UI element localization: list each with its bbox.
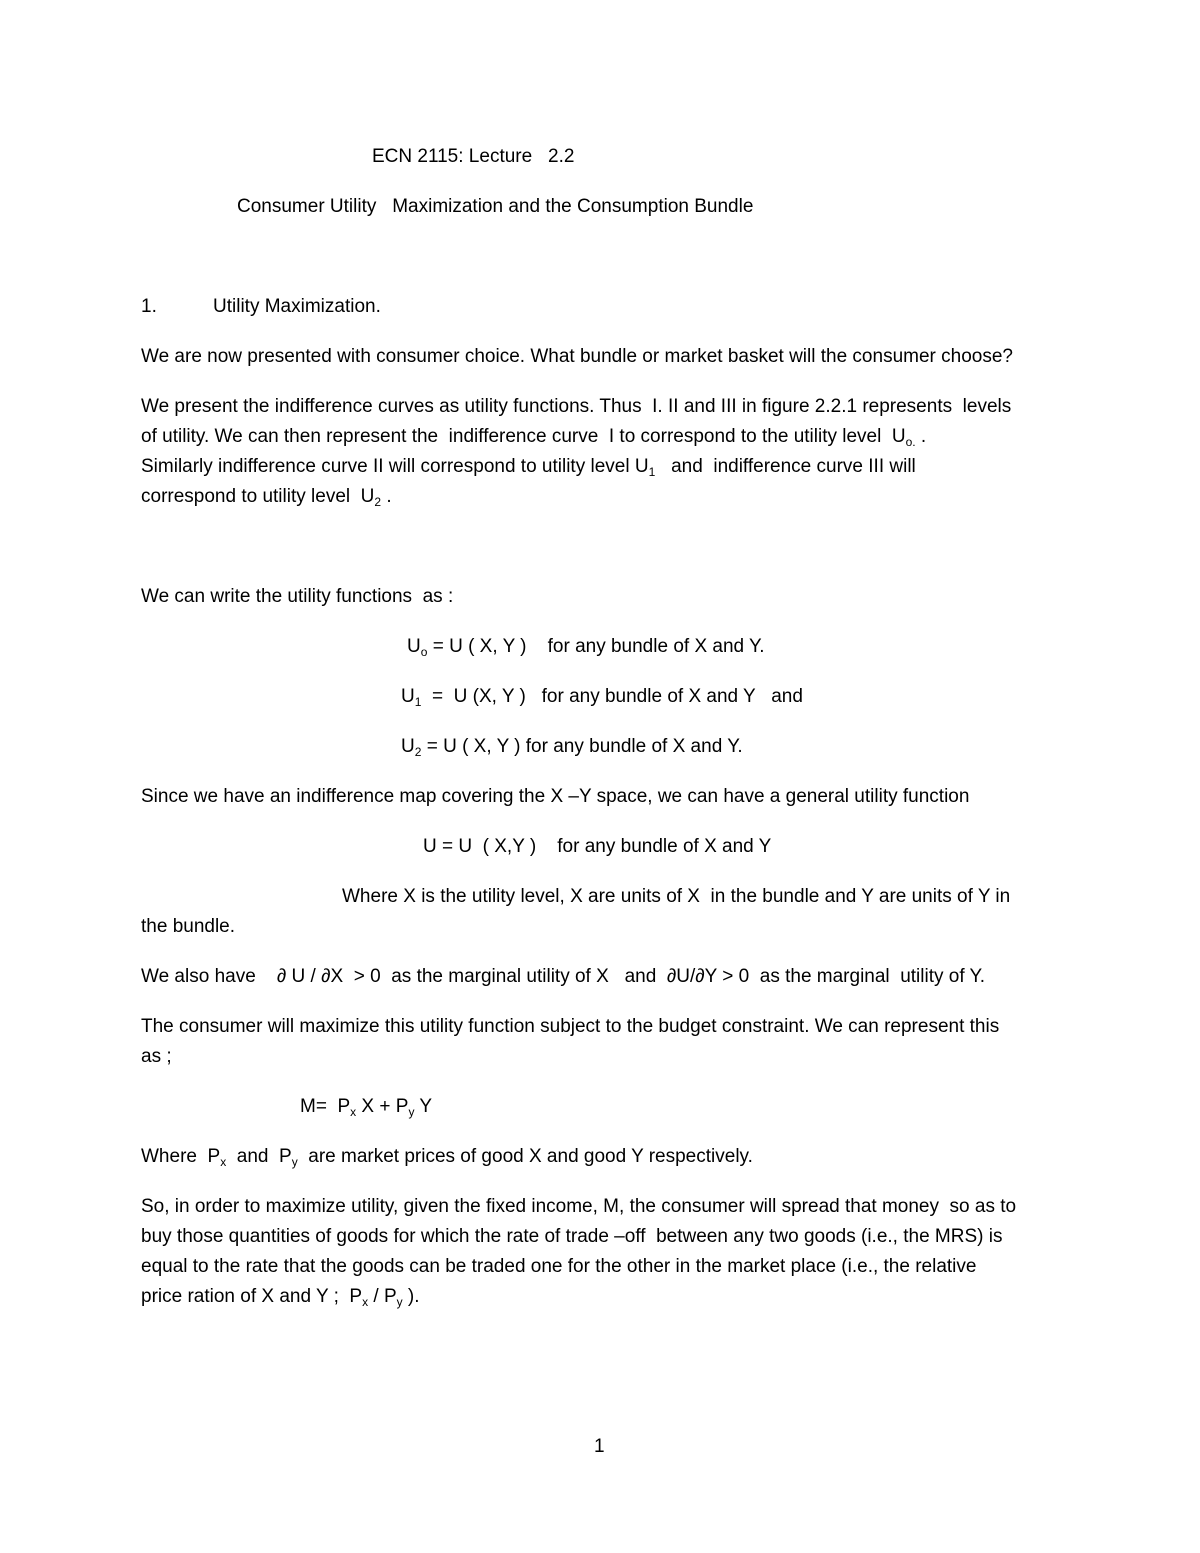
paragraph-consumer-choice: We are now presented with consumer choice. What bundle or market basket will the consumer choose? — [141, 346, 1013, 367]
paragraph-where-x-line-1: Where X is the utility level, X are units of X in the bundle and Y are units of Y in — [342, 886, 1011, 907]
paragraph-marginal-utility: We also have ∂ U / ∂X > 0 as the marginal utility of X and ∂U/∂Y > 0 as the marginal utility of Y. — [141, 966, 986, 987]
paragraph-indifference-line-2: of utility. We can then represent the indifference curve I to correspond to the utility level $U_{o.}$ . — [141, 426, 927, 449]
paragraph-utility-functions-intro: We can write the utility functions as : — [141, 586, 454, 607]
equation-u2: $U_2 = U$ ( X, Y ) for any bundle of X and Y. — [401, 736, 743, 759]
equation-u1: $U_1 = U$ (X, Y ) for any bundle of X and Y and — [401, 686, 803, 709]
equation-budget: $M= P_x$ $X + P_y$ Y — [300, 1096, 433, 1119]
section-number: 1. — [141, 296, 157, 317]
paragraph-indifference-line-3: Similarly indifference curve II will correspond to utility level $U_1$ and indifference curve III will — [141, 456, 916, 479]
page-title: ECN 2115: Lecture 2.2 — [372, 146, 575, 167]
section-heading: Utility Maximization. — [213, 296, 381, 317]
equation-u0: $U_o = U$ ( X, Y ) for any bundle of X and Y. — [407, 636, 765, 659]
paragraph-maximize-line-4: price ration of X and Y ; $P_x / P_y$ ). — [141, 1286, 420, 1309]
paragraph-budget-constraint-line-2: as ; — [141, 1046, 172, 1067]
paragraph-maximize-line-1: So, in order to maximize utility, given the fixed income, M, the consumer will spread that money so as to — [141, 1196, 1017, 1217]
paragraph-where-x-line-2: the bundle. — [141, 916, 236, 937]
page-subtitle: Consumer Utility Maximization and the Consumption Bundle — [237, 196, 754, 217]
paragraph-indifference-map: Since we have an indifference map covering the X –Y space, we can have a general utility function — [141, 786, 970, 807]
paragraph-maximize-line-3: equal to the rate that the goods can be traded one for the other in the market place (i.e., the relative — [141, 1256, 977, 1277]
paragraph-indifference-line-4: correspond to utility level $U_2$ . — [141, 486, 392, 509]
paragraph-budget-constraint-line-1: The consumer will maximize this utility function subject to the budget constraint. We can represent this — [141, 1016, 1000, 1037]
paragraph-maximize-line-2: buy those quantities of goods for which the rate of trade –off between any two goods (i.e., the MRS) is — [141, 1226, 1003, 1247]
equation-general-utility: U = U ( X,Y ) for any bundle of X and Y — [423, 836, 772, 857]
paragraph-indifference-line-1: We present the indifference curves as utility functions. Thus I. II and III in figure 2.2.1 represents levels — [141, 396, 1012, 417]
page-number: 1 — [594, 1436, 605, 1457]
paragraph-market-prices: Where $P_x$ and $P_y$ are market prices of good X and good Y respectively. — [141, 1146, 753, 1169]
